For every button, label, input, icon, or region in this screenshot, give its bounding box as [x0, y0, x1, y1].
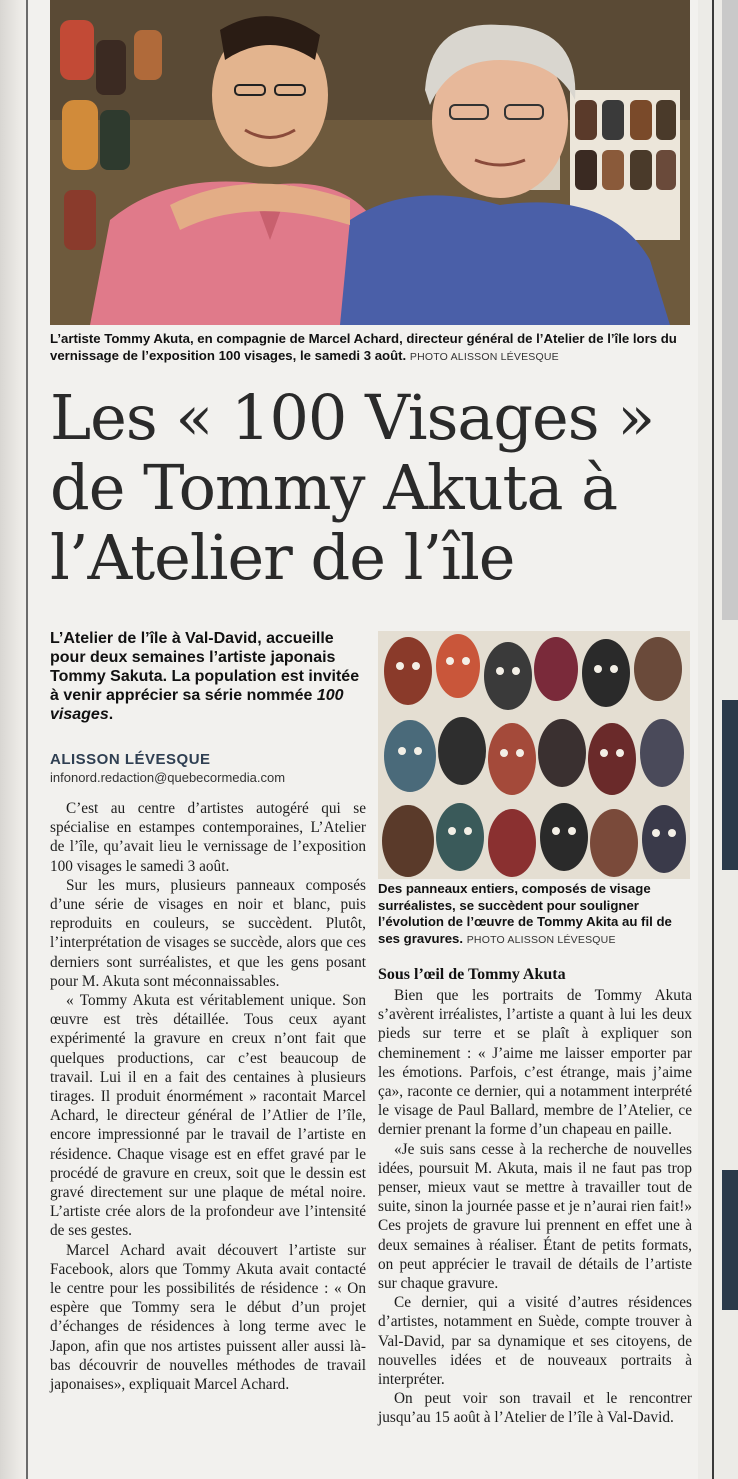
body-column-left	[50, 799, 366, 1394]
lead-end: .	[108, 706, 114, 723]
right-page-edge	[698, 0, 738, 1479]
subheading: Sous l’œil de Tommy Akuta	[378, 966, 566, 983]
body-paragraph: «Je suis sans cesse à la recherche de nouvelles idées, poursuit M. Akuta, mais il ne faut pas trop penser, mieux vaut se mettre à travailler tout de suite, sinon la journée passe et je n’aurai rien fait!» Ces projets de gravure lui prennent en effet une à deux semaines à réaliser. Étant de petits formats, on peut apprécier le travail de détails de l’artiste sur chaque gravure.	[378, 1140, 692, 1293]
body-column-right	[378, 986, 692, 1428]
byline-email: infonord.redaction@quebecormedia.com	[50, 770, 286, 785]
body-paragraph: Marcel Achard avait découvert l’artiste sur Facebook, alors que Tommy Akuta avait contacté le centre pour les possibilités de résidence : « On espère que Tommy sera le début d’un projet d’échanges de résidences à long terme avec le Japon, afin que nos artistes puissent aller aussi là-bas découvrir de nouvelles méthodes de travail japonaises», expliquait Marcel Achard.	[50, 1241, 366, 1394]
lead-text: L’Atelier de l’île à Val-David, accueille pour deux semaines l’artiste japonais Tommy Sakuta. La population est invitée à venir apprécier sa série nommée	[50, 630, 360, 704]
main-photo	[50, 0, 690, 325]
headline-line-2: de Tommy Akuta à	[50, 451, 618, 524]
lead-emphasis: 100 visages	[50, 687, 344, 723]
left-page-edge	[0, 0, 30, 1479]
main-photo-credit: PHOTO ALISSON LÉVESQUE	[409, 351, 559, 363]
headline	[50, 383, 700, 593]
side-photo	[378, 631, 690, 879]
article	[46, 0, 698, 1479]
body-paragraph: Sur les murs, plusieurs panneaux composés d’une série de visages en noir et blanc, puis reproduits en couleurs, se succèdent. Plutôt, l’interprétation de visages se succède, alors que ces derniers sont surréalistes, et que les gens posant pour M. Akuta sont méconnaissables.	[50, 876, 366, 990]
side-caption-text: Des panneaux entiers, composés de visage surréalistes, se succèdent pour souligner l’évolution de l’œuvre de Tommy Akita au fil de ses gravures.	[378, 881, 672, 946]
side-photo-caption	[378, 881, 696, 948]
headline-line-3: l’Atelier de l’île	[50, 521, 515, 594]
body-paragraph: Bien que les portraits de Tommy Akuta s’avèrent irréalistes, l’artiste a quant à lui les deux pieds sur terre et se plaît à expliquer son cheminement : « J’aime me laisser emporter par les émotions. Parfois, c’est étrange, mais j’aime ça», raconte ce dernier, qui a notamment interprété le visage de Paul Ballard, membre de l’Atelier, ce dernier prenant la forme d’un chapeau en paille.	[378, 987, 692, 1139]
body-paragraph: C’est au centre d’artistes autogéré qui se spécialise en estampes contemporaines, L’Atelier de l’île, qu’avait lieu le vernissage de l’exposition 100 visages le samedi 3 août.	[50, 800, 366, 875]
headline-line-1: Les « 100 Visages »	[50, 381, 655, 454]
body-paragraph: « Tommy Akuta est véritablement unique. Son œuvre est très détaillée. Tous ceux ayant expérimenté la gravure en creux n’ont fait que quelques productions, car c’est beaucoup de travail. Lui il en a fait des centaines à plusieurs tirages. Il produit énormément » racontait Marcel Achard, le directeur général de l’Atlier de l’île, encore impressionné par le travail de l’artiste en résidence. Chaque visage est en effet gravé par le procédé de gravure en creux, soit que le dessin est gravé directement sur une plaque de métal noire. L’artiste crée alors de la profondeur ave l’intensité de ses gestes.	[50, 992, 366, 1240]
byline-author: ALISSON LÉVESQUE	[50, 751, 211, 768]
main-photo-caption	[50, 330, 700, 366]
body-paragraph: On peut voir son travail et le rencontrer jusqu’au 15 août à l’Atelier de l’île à Val-David.	[378, 1390, 692, 1427]
body-paragraph: Ce dernier, qui a visité d’autres résidences d’artistes, notamment en Suède, compte trouver à Val-David, par sa dynamique et ses citoyens, de nouvelles idées et de nouveaux portraits à interpréter.	[378, 1294, 692, 1389]
main-caption-text: L’artiste Tommy Akuta, en compagnie de Marcel Achard, directeur général de l’Atelier de l’île lors du vernissage de l’exposition 100 visages, le samedi 3 août.	[50, 331, 677, 363]
lead-paragraph	[50, 629, 370, 724]
side-photo-credit: PHOTO ALISSON LÉVESQUE	[466, 933, 616, 946]
